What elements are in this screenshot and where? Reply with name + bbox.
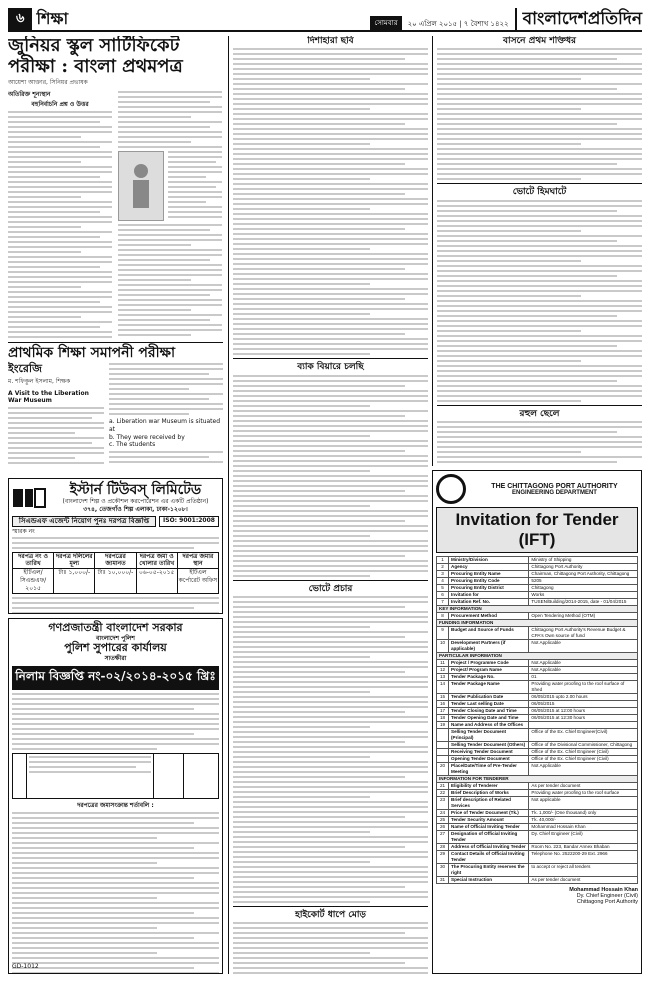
tender-row (437, 585, 638, 592)
article-jsc-column-2 (118, 91, 222, 341)
tender-cell-lbl: Price of Tender Document (Tk.) (449, 810, 529, 817)
col3-headline-2: ভোটে হিমঘাটে (512, 187, 567, 198)
tender-cell-num: 25 (437, 817, 449, 824)
tender-cell-val: 06/05/2015 upto 2.00 hours (529, 694, 638, 701)
ad1-header-3: দরপত্রের জামানত (95, 553, 135, 570)
tender-cell-val: Not applicable (529, 797, 638, 810)
ad2-conditions-title: দরপত্রের জমাসংক্রান্ত শর্তাবলি : (77, 801, 154, 809)
tender-cell-lbl: Tender Security Amount (449, 817, 529, 824)
tender-cell-lbl: Project/ Program Name (449, 667, 529, 674)
tender-row (437, 557, 638, 564)
ad1-ref: স্মারক নং (12, 527, 35, 535)
tender-cell-val: Mohammad Hossain Khan (529, 824, 638, 831)
tender-row (437, 749, 638, 756)
ad1-table (12, 552, 219, 594)
tender-cell-num: 19 (437, 722, 449, 729)
tender-row (437, 627, 638, 640)
tender-cell-num (437, 742, 449, 749)
tender-row (437, 797, 638, 810)
tender-row (437, 763, 638, 776)
tender-row (437, 620, 638, 627)
tender-cell-lbl: Agency (449, 564, 529, 571)
tender-cell-num: 1 (437, 557, 449, 564)
ad-eastern-tubes (8, 478, 223, 614)
tender-section-label: PARTICULAR INFORMATION (437, 653, 638, 660)
tender-section-label: INFORMATION FOR TENDERER (437, 776, 638, 783)
tender-row (437, 783, 638, 790)
tender-cell-num: 20 (437, 763, 449, 776)
tender-row (437, 864, 638, 877)
ad1-cell-5: ইটিএল কর্পোরেট অফিস (178, 569, 218, 584)
tender-cell-lbl: Tender Package No. (449, 674, 529, 681)
masthead-date: ২০ এপ্রিল ২০১৫ | ৭ বৈশাখ ১৪২২ (407, 20, 509, 28)
tender-cell-num: 21 (437, 783, 449, 790)
ad-police-auction (8, 618, 223, 974)
tender-cell-lbl: Contact Details of Official Inviting Tender (449, 851, 529, 864)
tender-cell-val: 06/05/2015 at 12:30 hours (529, 715, 638, 722)
tender-cell-lbl: Tender Opening Date and Time (449, 715, 529, 722)
tender-cell-val: 5205 (529, 578, 638, 585)
col2-headline-1: দিশাহারা ছবি (307, 36, 354, 46)
tender-cell-val: Chairman, Chittagong Port Authority, Chittagong (529, 571, 638, 578)
column-3-news (432, 36, 642, 466)
col2-headline-2: ব্যাক বিয়ারে চলছি (297, 362, 364, 373)
tender-cell-lbl: Ministry/Division (449, 557, 529, 564)
tender-row (437, 729, 638, 742)
tender-signer: Mohammad Hossain Khan (569, 887, 638, 893)
company-logo-icon (12, 487, 46, 509)
footer-ref: GD-1012 (12, 963, 39, 971)
article-jsc-bangla (8, 36, 223, 341)
ad1-address: ৩৭৪, তেজগাঁও শিল্প এলাকা, ঢাকা-১২০৮। (83, 505, 188, 513)
tender-row (437, 599, 638, 606)
tender-cell-lbl: Designation of Official Inviting Tender (449, 831, 529, 844)
tender-row (437, 613, 638, 620)
masthead-day: সোমবার (370, 16, 401, 30)
tender-cell-lbl: Opening Tender Document (449, 756, 529, 763)
tender-row (437, 756, 638, 763)
ad1-header-4: দরপত্র জমা ও খোলার তারিখ (137, 553, 177, 570)
tender-section-label: KEY INFORMATION (437, 606, 638, 613)
passage-title: A Visit to the Liberation War Museum (8, 389, 89, 405)
tender-cell-lbl: Project / Programme Code (449, 660, 529, 667)
tender-row (437, 810, 638, 817)
tender-row (437, 817, 638, 824)
section-title: শিক্ষা (36, 9, 69, 28)
tender-row (437, 708, 638, 715)
port-authority-logo-icon (436, 474, 466, 504)
tender-cell-val: Office of the Divisional Commissioner, Chittagong (529, 742, 638, 749)
tender-cell-val: Open Tendering Method (OTM) (529, 613, 638, 620)
tender-cell-lbl: Budget and Source of Funds (449, 627, 529, 640)
tender-cell-val: Tk. 40,000/- (529, 817, 638, 824)
ad2-police: বাংলাদেশ পুলিশ (96, 634, 135, 642)
tender-cell-val: Works (529, 592, 638, 599)
col3-headline-3: রহুল ছেলে (519, 408, 560, 419)
tender-cell-num: 23 (437, 797, 449, 810)
tender-cell-lbl: Name of Official Inviting Tender (449, 824, 529, 831)
tender-cell-num: 5 (437, 585, 449, 592)
tender-cell-val: Ministry of Shipping (529, 557, 638, 564)
tender-cell-num: 14 (437, 681, 449, 694)
article-jsc-sub2: বহুনির্বাচনি প্রশ্ন ও উত্তর (31, 100, 89, 108)
tender-row (437, 653, 638, 660)
tender-cell-val: As per tender document (529, 783, 638, 790)
col2-headline-4: হাইকোর্ট ধাপে মোড় (295, 910, 366, 921)
tender-dept: ENGINEERING DEPARTMENT (512, 489, 597, 496)
tender-cell-val: Office of the Ex. Chief Engineer(Civil) (529, 729, 638, 742)
tender-cell-val: Office of the Ex. Chief Engineer (Civil) (529, 749, 638, 756)
ad2-title: নিলাম বিজ্ঞপ্তি নং-০২/২০১৪-২০১৫ খ্রিঃ (12, 666, 219, 690)
masthead-left (8, 8, 68, 30)
tender-cell-lbl: Selling Tender Document (Others) (449, 742, 529, 749)
tender-cell-lbl: Brief description of Related Services (449, 797, 529, 810)
tender-cell-num (437, 749, 449, 756)
tender-cell-num (437, 729, 449, 742)
tender-row (437, 667, 638, 674)
tender-cell-val: Chittagong (529, 585, 638, 592)
tender-cell-val: Not Applicable (529, 660, 638, 667)
illustration-image (118, 151, 164, 221)
tender-cell-num: 13 (437, 674, 449, 681)
tender-cell-lbl: Place/Date/Time of Pre-Tender Meeting (449, 763, 529, 776)
tender-cell-num: 22 (437, 790, 449, 797)
tender-cell-lbl: Tender Publication Date (449, 694, 529, 701)
tender-row (437, 674, 638, 681)
tender-cell-val: Providing water proofing to the roof surface of Shed (529, 681, 638, 694)
tender-cell-num: 8 (437, 613, 449, 620)
tender-cell-num: 3 (437, 571, 449, 578)
tender-cell-num: 11 (437, 660, 449, 667)
tender-row (437, 592, 638, 599)
ad1-cell-2: টাঃ ১,০০০/- (58, 569, 91, 577)
article-psc-subject: ইংরেজি (8, 362, 42, 376)
ad2-district: সাতক্ষীরা (104, 655, 127, 663)
tender-cell-val: Room No. 223, Bandar Annex Bhaban (529, 844, 638, 851)
tender-table (436, 556, 638, 884)
tender-row (437, 640, 638, 653)
tender-cell-num: 7 (437, 599, 449, 606)
tender-cell-val: Telephone No. 2522200-29 Ext. 2966 (529, 851, 638, 864)
tender-row (437, 578, 638, 585)
page-number: ৬ (8, 8, 32, 30)
tender-cell-num: 18 (437, 715, 449, 722)
tender-cell-lbl: Procuring Entity Name (449, 571, 529, 578)
tender-row (437, 824, 638, 831)
question-a: a. Liberation war Museum is situated at (109, 418, 221, 433)
tender-cell-num: 24 (437, 810, 449, 817)
tender-cell-num: 10 (437, 640, 449, 653)
tender-cell-lbl: Tender Last selling Date (449, 701, 529, 708)
tender-cell-num: 29 (437, 851, 449, 864)
tender-row (437, 722, 638, 729)
tender-cell-num: 27 (437, 831, 449, 844)
tender-row (437, 776, 638, 783)
tender-title: Invitation for Tender (IFT) (436, 507, 638, 553)
tender-cell-lbl: Procuring Entity District (449, 585, 529, 592)
tender-row (437, 681, 638, 694)
article-jsc-column-1 (8, 91, 112, 341)
article-psc-english (8, 342, 223, 474)
tender-signer-role: Dy. Chief Engineer (Civil) (576, 893, 638, 899)
tender-cell-lbl: Selling Tender Document (Principal) (449, 729, 529, 742)
question-b: b. They were received by (109, 433, 185, 441)
tender-cell-num: 31 (437, 877, 449, 884)
paper-name: বাংলাদেশপ্রতিদিন (515, 8, 642, 30)
article-psc-byline: ম. শফিকুল ইসলাম, শিক্ষক (8, 377, 71, 385)
tender-cell-num: 6 (437, 592, 449, 599)
tender-cell-lbl: Tender Closing Date and Time (449, 708, 529, 715)
column-2-news (228, 36, 428, 974)
tender-cell-lbl: Invitation for (449, 592, 529, 599)
ad1-note: (বাংলাদেশ শিল্প ও প্রকৌশল করপোরেশন এর একটি প্রতিষ্ঠান) (62, 498, 209, 506)
tender-cell-num: 15 (437, 694, 449, 701)
tender-cell-lbl: Procurement Method (449, 613, 529, 620)
tender-row (437, 851, 638, 864)
tender-cell-lbl: Name and Address of the Offices (449, 722, 529, 729)
tender-cell-num: 28 (437, 844, 449, 851)
tender-cell-lbl: Development Partners (if applicable) (449, 640, 529, 653)
ad1-header-2: দরপত্র দলিলের মূল্য (56, 552, 93, 568)
tender-cell-val: 06/05/2015 (529, 701, 638, 708)
tender-row (437, 694, 638, 701)
tender-row (437, 564, 638, 571)
tender-cell-lbl: Invitation Ref. No. (449, 599, 529, 606)
tender-cell-val: Providing water proofing to the roof surface (529, 790, 638, 797)
masthead-right (370, 8, 642, 30)
tender-cell-num: 16 (437, 701, 449, 708)
tender-cell-num: 12 (437, 667, 449, 674)
tender-cell-val: 01 (529, 674, 638, 681)
tender-cell-lbl: Receiving Tender Document (449, 749, 529, 756)
ad1-title: সিএন্ডএফ এজেন্ট নিয়োগ পুনঃ দরপত্র বিজ্ঞপ্তি (12, 516, 156, 527)
ad1-iso: ISO: 9001:2008 (159, 516, 219, 527)
tender-cell-num: 2 (437, 564, 449, 571)
article-psc-headline: প্রাথমিক শিক্ষা সমাপনী পরীক্ষা (8, 345, 176, 361)
tender-cell-lbl: Address of Official Inviting Tender (449, 844, 529, 851)
tender-cell-val: Not Applicable (529, 640, 638, 653)
ad1-company: ইস্টার্ন টিউবস্ লিমিটেড (69, 482, 202, 498)
tender-cell-val: Office of the Ex. Chief Engineer (Civil) (529, 756, 638, 763)
tender-row (437, 715, 638, 722)
tender-cell-lbl: Special Instruction (449, 877, 529, 884)
tender-org: THE CHITTAGONG PORT AUTHORITY (491, 482, 618, 490)
tender-cell-val: As per tender document (529, 877, 638, 884)
ad1-cell-1: ইটিএল/সিএন্ডএফ/২০১৫ (20, 569, 47, 592)
tender-cell-val: Chittagong Port Authority (529, 564, 638, 571)
tender-cell-num: 9 (437, 627, 449, 640)
tender-cell-lbl: Brief Description of Works (449, 790, 529, 797)
tender-row (437, 844, 638, 851)
tender-cell-val: Not Applicable (529, 667, 638, 674)
tender-cell-val: Dy. Chief Engineer (Civil) (529, 831, 638, 844)
tender-row (437, 877, 638, 884)
tender-row (437, 701, 638, 708)
tender-row (437, 790, 638, 797)
ad1-header-1: দরপত্র নং ও তারিখ (13, 553, 53, 570)
tender-section-label: FUNDING INFORMATION (437, 620, 638, 627)
tender-row (437, 660, 638, 667)
tender-cell-lbl: Procuring Entity Code (449, 578, 529, 585)
tender-row (437, 606, 638, 613)
ad2-office: পুলিশ সুপারের কার্যালয় (64, 641, 167, 655)
tender-cell-val (529, 722, 638, 729)
article-jsc-sub1: অতিরিক্ত শূন্যস্থান (8, 91, 51, 99)
tender-cell-val: to accept or reject all tenders (529, 864, 638, 877)
tender-row (437, 571, 638, 578)
ad1-cell-4: ০৬-০৫-২০১৫ (138, 569, 175, 577)
masthead (8, 8, 642, 32)
tender-cell-val: Not Applicable (529, 763, 638, 776)
tender-cell-lbl: Tender Package Name (449, 681, 529, 694)
tender-cell-lbl: Eligibility of Tenderer (449, 783, 529, 790)
tender-cell-num (437, 756, 449, 763)
article-jsc-byline: আয়েশা আক্তার, সিনিয়র প্রভাষক (8, 79, 88, 87)
col2-headline-3: ভোটে প্রচার (308, 583, 353, 594)
tender-cell-val: 06/05/2015 at 12:00 hours (529, 708, 638, 715)
ad2-govt: গণপ্রজাতন্ত্রী বাংলাদেশ সরকার (48, 621, 183, 634)
tender-cell-val: Chittagong Port Authority's Revenue Budget & CPA's Own source of fund (529, 627, 638, 640)
tender-cell-num: 4 (437, 578, 449, 585)
ad1-cell-3: টাঃ ১০,০০০/- (97, 569, 134, 577)
ad1-header-5: দরপত্র জমার স্থান (178, 553, 218, 570)
tender-cell-num: 17 (437, 708, 449, 715)
tender-signer-org: Chittagong Port Authority (576, 899, 638, 905)
tender-cell-num: 30 (437, 864, 449, 877)
tender-cell-val: Tk. 1,000/- (One thousand) only (529, 810, 638, 817)
person-icon (126, 161, 156, 211)
tender-row (437, 742, 638, 749)
tender-row (437, 831, 638, 844)
tender-cell-val: TUSEN/Building/2014-2015, date - 01/04/2015 (529, 599, 638, 606)
col3-headline-1: বাসনে প্রথম শক্তিধর (503, 36, 576, 46)
tender-notice (432, 470, 642, 974)
tender-cell-num: 26 (437, 824, 449, 831)
ad2-table (12, 753, 219, 799)
tender-cell-lbl: The Procuring Entity reserves the right (449, 864, 529, 877)
question-c: c. The students (109, 441, 156, 449)
article-jsc-headline: জুনিয়র স্কুল সার্টিফিকেট পরীক্ষা : বাংলা প্রথমপত্র (8, 36, 183, 77)
